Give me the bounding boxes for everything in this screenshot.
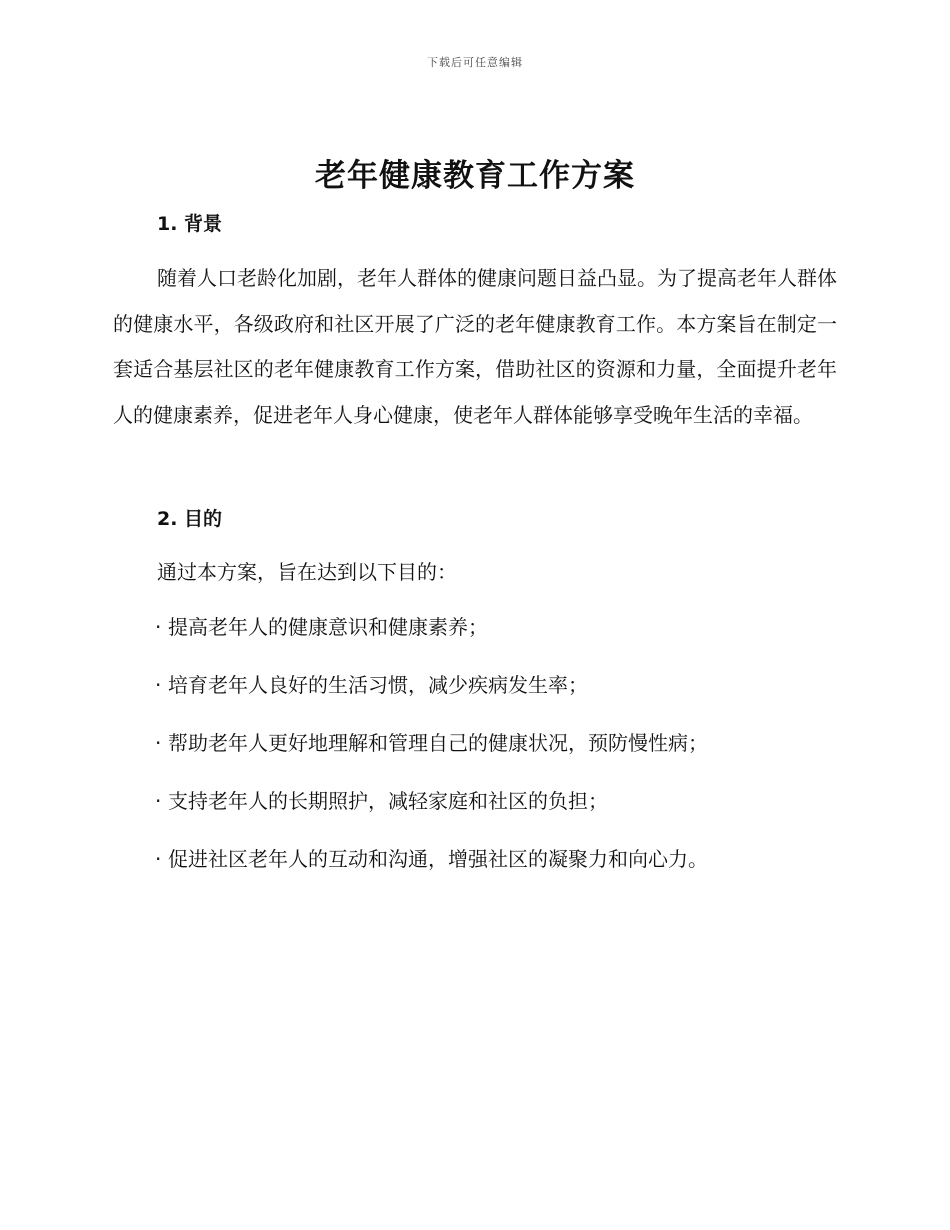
- list-item: [155, 670, 708, 728]
- list-item: [155, 844, 708, 902]
- background-paragraph: 随着人口老龄化加剧，老年人群体的健康问题日益凸显。为了提高老年人群体的健康水平，各级政府和社区开展了广泛的老年健康教育工作。本方案旨在制定一套适合基层社区的老年健康教育工作方案，借助社区的资源和力量，全面提升老年人的健康素养，促进老年人身心健康，使老年人群体能够享受晚年生活的幸福。: [113, 266, 837, 427]
- bullet-marker: ·: [155, 731, 162, 755]
- list-item: [155, 786, 708, 844]
- list-item-text: 提高老年人的健康意识和健康素养；: [168, 615, 488, 639]
- document-title: 老年健康教育工作方案: [315, 158, 635, 194]
- list-item-text: 帮助老年人更好地理解和管理自己的健康状况，预防慢性病；: [168, 731, 708, 755]
- bullet-marker: ·: [155, 615, 162, 639]
- section-heading-background: 1. 背景: [157, 213, 223, 235]
- list-item: [155, 728, 708, 786]
- list-item-text: 支持老年人的长期照护，减轻家庭和社区的负担；: [168, 789, 608, 813]
- list-item-text: 培育老年人良好的生活习惯，减少疾病发生率；: [168, 673, 588, 697]
- purpose-intro: 通过本方案，旨在达到以下目的：: [157, 560, 457, 584]
- purpose-list: [155, 612, 708, 902]
- list-item: [155, 612, 708, 670]
- bullet-marker: ·: [155, 789, 162, 813]
- list-item-text: 促进社区老年人的互动和沟通，增强社区的凝聚力和向心力。: [168, 847, 708, 871]
- section-heading-purpose: 2. 目的: [157, 508, 223, 530]
- bullet-marker: ·: [155, 847, 162, 871]
- header-note: 下载后可任意编辑: [427, 56, 523, 69]
- bullet-marker: ·: [155, 673, 162, 697]
